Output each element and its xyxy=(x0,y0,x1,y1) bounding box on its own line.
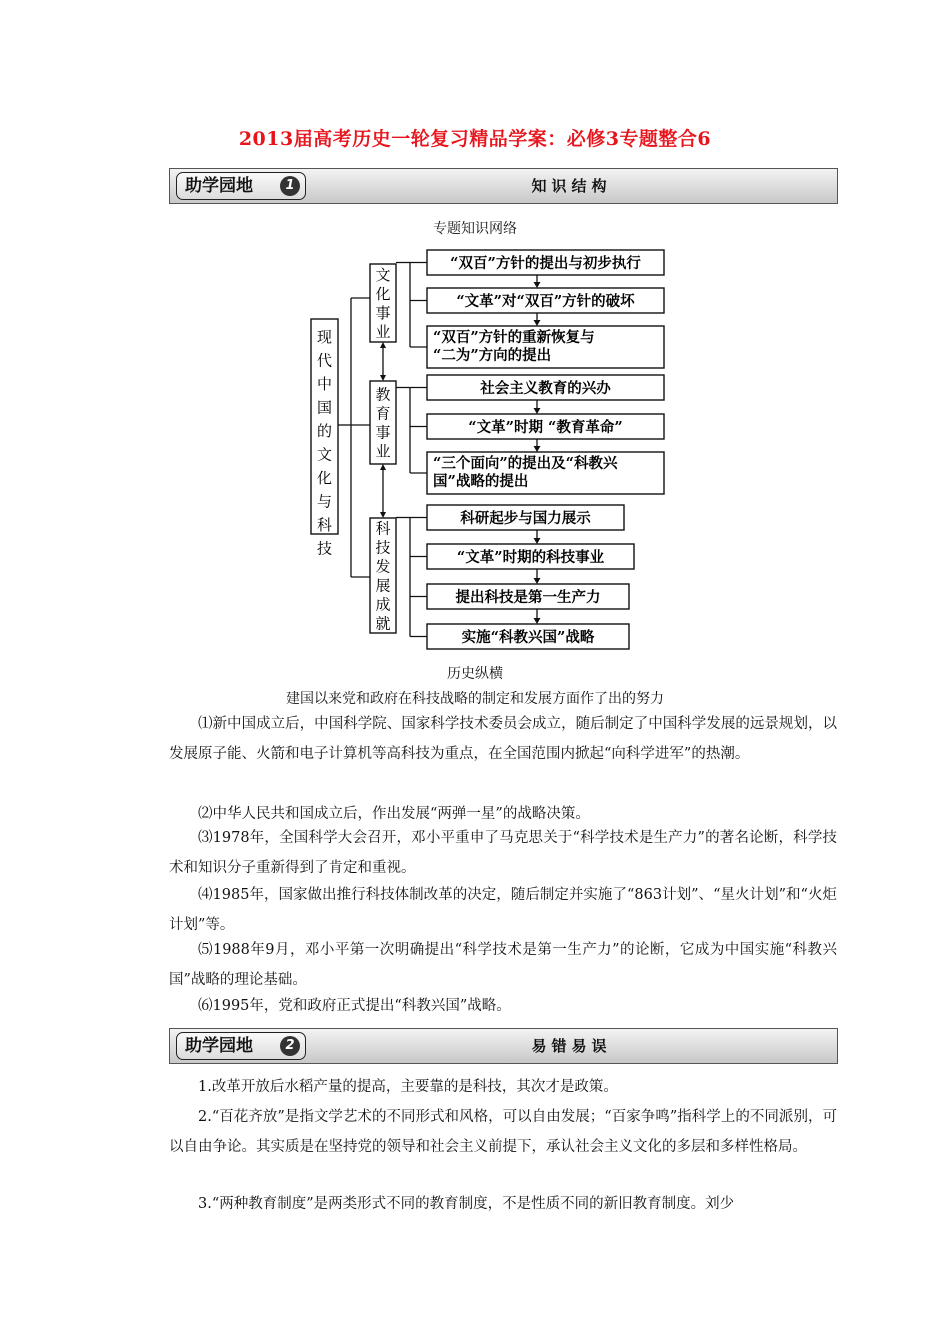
arrow-down-icon xyxy=(534,282,541,288)
item-text: “双百”方针的重新恢复与 xyxy=(433,329,595,346)
item-text: “文革”时期 “教育革命” xyxy=(468,419,623,436)
branch-char: 发 xyxy=(375,557,391,576)
root-char: 技 xyxy=(316,539,333,558)
branch-char: 教 xyxy=(375,385,391,404)
branch-char: 育 xyxy=(375,404,391,423)
arrow-down-icon xyxy=(534,618,541,624)
history-subheading: 建国以来党和政府在科技战略的制定和发展方面作了出的努力 xyxy=(286,691,664,707)
arrow-down-icon xyxy=(534,446,541,452)
history-paragraph: ⑸1988年9月，邓小平第一次明确提出“科学技术是第一生产力”的论断，它成为中国实施“科教兴国”战略的理论基础。 xyxy=(169,942,837,988)
badge-number-icon: 1 xyxy=(280,176,300,196)
page-title: 2013届高考历史一轮复习精品学案：必修3专题整合6 xyxy=(238,128,712,150)
branch-char: 成 xyxy=(375,595,391,614)
banner-label: 易错易误 xyxy=(531,1037,612,1055)
section-banner-common-errors xyxy=(169,1028,838,1064)
history-paragraph: ⑵中华人民共和国成立后，作出发展“两弹一星”的战略决策。 xyxy=(198,806,590,822)
item-text: 国”战略的提出 xyxy=(433,473,529,490)
branch-char: 业 xyxy=(375,442,391,461)
root-char: 文 xyxy=(316,445,333,464)
banner-badge xyxy=(176,1032,306,1060)
item-text: 提出科技是第一生产力 xyxy=(455,589,601,606)
badge-number-icon: 2 xyxy=(280,1036,300,1056)
history-paragraph: ⑴新中国成立后，中国科学院、国家科学技术委员会成立，随后制定了中国科学发展的远景规划，以发展原子能、火箭和电子计算机等高科技为重点，在全国范围内掀起“向科学进军”的热潮。 xyxy=(169,716,837,762)
arrow-down-icon xyxy=(534,408,541,414)
branch-char: 业 xyxy=(375,323,391,341)
root-char: 科 xyxy=(316,516,333,534)
branch-char: 化 xyxy=(375,285,391,303)
item-text: “三个面向”的提出及“科教兴 xyxy=(433,455,618,472)
arrow-up-icon xyxy=(380,342,386,348)
item-text: “二为”方向的提出 xyxy=(433,347,552,364)
arrow-down-icon xyxy=(534,538,541,544)
banner-badge-text: 助学园地 xyxy=(185,176,253,196)
item-text: “文革”时期的科技事业 xyxy=(456,549,605,566)
branch-char: 展 xyxy=(375,576,391,595)
item-text: 社会主义教育的兴办 xyxy=(480,380,611,397)
arrow-up-icon xyxy=(380,464,386,470)
arrow-down-icon xyxy=(380,512,386,518)
arrow-down-icon xyxy=(380,375,386,381)
root-char: 化 xyxy=(316,469,333,487)
item-text: “文革”对“双百”方针的破坏 xyxy=(456,293,635,310)
root-char: 现 xyxy=(316,328,333,346)
banner-label: 知识结构 xyxy=(531,177,612,195)
root-char: 中 xyxy=(316,375,333,393)
history-paragraph: ⑶1978年，全国科学大会召开，邓小平重申了马克思关于“科学技术是生产力”的著名论断，科学技术和知识分子重新得到了肯定和重视。 xyxy=(169,830,837,876)
error-item: 3.“两种教育制度”是两类形式不同的教育制度，不是性质不同的新旧教育制度。刘少 xyxy=(198,1196,735,1212)
error-item: 2.“百花齐放”是指文学艺术的不同形式和风格，可以自由发展；“百家争鸣”指科学上的不同派别，可以自由争论。其实质是在坚持党的领导和社会主义前提下，承认社会主义文化的多层和多样性格局。 xyxy=(169,1109,837,1155)
root-char: 国 xyxy=(316,398,333,417)
root-char: 代 xyxy=(316,351,333,370)
branch-char: 科 xyxy=(375,519,391,538)
history-paragraph: ⑹1995年，党和政府正式提出“科教兴国”战略。 xyxy=(198,998,511,1014)
item-text: “双百”方针的提出与初步执行 xyxy=(450,255,641,272)
root-char: 与 xyxy=(316,492,333,511)
item-text: 科研起步与国力展示 xyxy=(460,510,591,527)
arrow-down-icon xyxy=(534,578,541,584)
item-text: 实施“科教兴国”战略 xyxy=(461,629,595,646)
history-paragraph: ⑷1985年，国家做出推行科技体制改革的决定，随后制定并实施了“863计划”、“星火计划”和“火炬计划”等。 xyxy=(169,887,837,933)
error-item: 1.改革开放后水稻产量的提高，主要靠的是科技，其次才是政策。 xyxy=(198,1079,618,1095)
banner-badge-text: 助学园地 xyxy=(185,1036,253,1056)
root-char: 的 xyxy=(316,422,333,440)
branch-char: 技 xyxy=(375,538,391,557)
knowledge-network-diagram xyxy=(0,0,950,665)
branch-char: 事 xyxy=(375,423,391,442)
history-heading: 历史纵横 xyxy=(447,666,503,682)
branch-char: 事 xyxy=(375,304,391,322)
branch-char: 文 xyxy=(375,266,391,284)
diagram-caption: 专题知识网络 xyxy=(433,221,517,237)
arrow-down-icon xyxy=(534,320,541,326)
branch-char: 就 xyxy=(375,614,391,633)
